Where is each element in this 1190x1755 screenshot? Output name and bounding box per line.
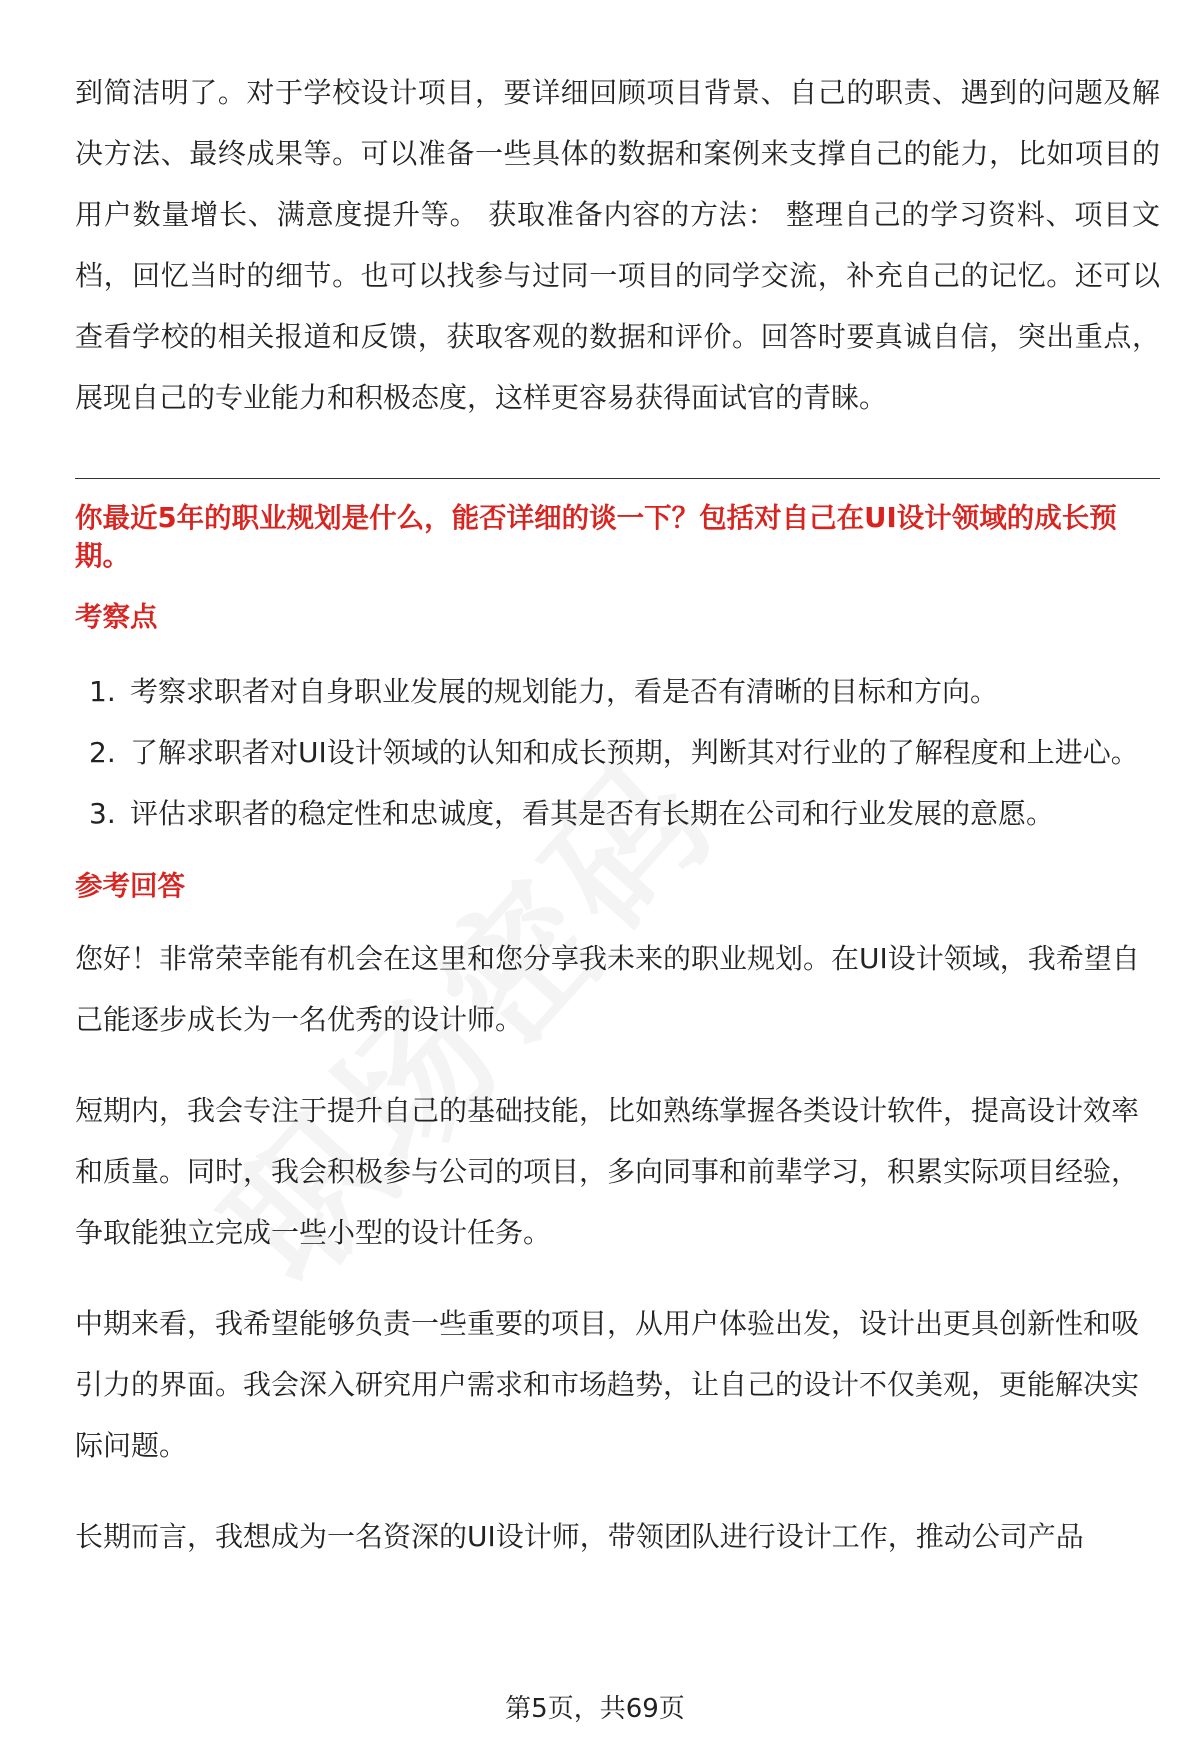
- assessment-item-text: 了解求职者对UI设计领域的认知和成长预期，判断其对行业的了解程度和上进心。: [130, 736, 1139, 769]
- assessment-item: [75, 722, 1160, 783]
- page-number: 第5页，共69页: [505, 1694, 685, 1724]
- answer-paragraph: 短期内，我会专注于提升自己的基础技能，比如熟练掌握各类设计软件，提高设计效率和质量。同时，我会积极参与公司的项目，多向同事和前辈学习，积累实际项目经验，争取能独立完成一些小型的设计任务。: [75, 1094, 1140, 1249]
- assessment-list: [75, 661, 1160, 844]
- question-heading: 你最近5年的职业规划是什么，能否详细的谈一下？包括对自己在UI设计领域的成长预期。: [75, 502, 1117, 572]
- assessment-item-number: 3.: [89, 797, 116, 830]
- assessment-item-text: 考察求职者对自身职业发展的规划能力，看是否有清晰的目标和方向。: [130, 675, 999, 708]
- assessment-item: [75, 661, 1160, 722]
- assessment-item-number: 2.: [89, 736, 116, 769]
- answer-paragraph: 中期来看，我希望能够负责一些重要的项目，从用户体验出发，设计出更具创新性和吸引力的界面。我会深入研究用户需求和市场趋势，让自己的设计不仅美观，更能解决实际问题。: [75, 1307, 1140, 1462]
- intro-paragraph: 到简洁明了。对于学校设计项目，要详细回顾项目背景、自己的职责、遇到的问题及解决方法、最终成果等。可以准备一些具体的数据和案例来支撑自己的能力，比如项目的用户数量增长、满意度提升等。 获取准备内容的方法： 整理自己的学习资料、项目文档，回忆当时的细节。也可以找参与过同一项目的同学交流，补充自己的记忆。还可以查看学校的相关报道和反馈，获取客观的数据和评价。回答时要真诚自信，突出重点，展现自己的专业能力和积极态度，这样更容易获得面试官的青睐。: [75, 76, 1160, 414]
- answer-paragraph: 长期而言，我想成为一名资深的UI设计师，带领团队进行设计工作，推动公司产品: [75, 1520, 1084, 1553]
- section-divider: [75, 478, 1160, 479]
- assessment-title: 考察点: [75, 601, 158, 633]
- assessment-item: [75, 783, 1160, 844]
- assessment-item-number: 1.: [89, 675, 116, 708]
- document-page: [75, 62, 1160, 1597]
- assessment-item-text: 评估求职者的稳定性和忠诚度，看其是否有长期在公司和行业发展的意愿。: [130, 797, 1055, 830]
- reference-answer: [75, 928, 1160, 1567]
- reference-title: 参考回答: [75, 870, 185, 902]
- answer-paragraph: 您好！非常荣幸能有机会在这里和您分享我未来的职业规划。在UI设计领域，我希望自己能逐步成长为一名优秀的设计师。: [75, 942, 1140, 1036]
